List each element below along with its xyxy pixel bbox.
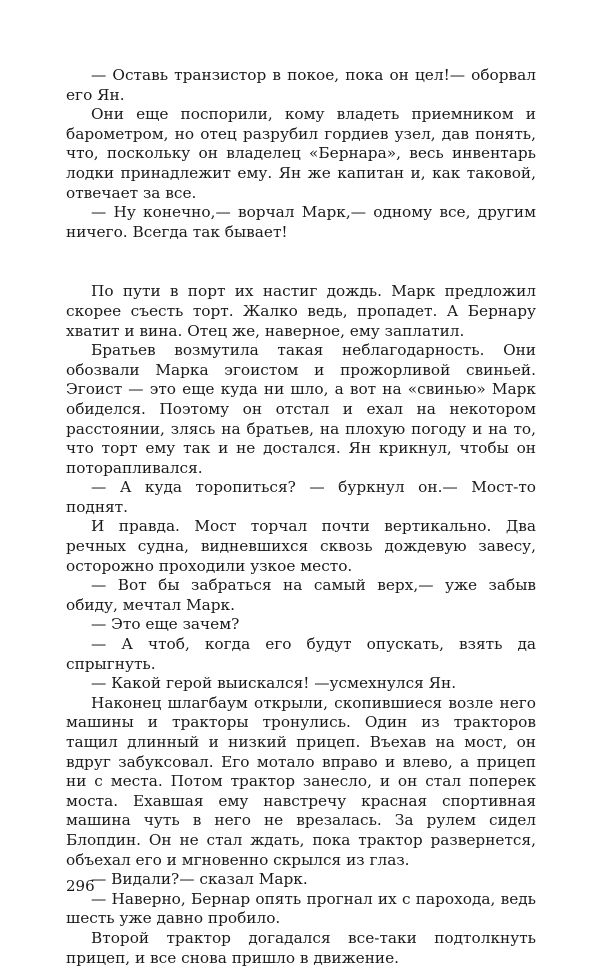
paragraph: — Видали?— сказал Марк.	[91, 870, 308, 889]
paragraph: По пути в порт их настиг дождь. Марк предложил скорее съесть торт. Жалко ведь, пропадет. А Бернару хватит и вина. Отец же, наверное, ему заплатил.	[66, 282, 536, 340]
paragraph: — Вот бы забраться на самый верх,— уже забыв обиду, мечтал Марк.	[66, 576, 536, 614]
paragraph: — Какой герой выискался! —усмехнулся Ян.	[91, 674, 457, 693]
section-break	[66, 242, 536, 282]
paragraph: Второй трактор догадался все-таки подтолкнуть прицеп, и все снова пришло в движение.	[66, 928, 536, 967]
paragraph: И правда. Мост торчал почти вертикально. Два речных судна, видневшихся сквозь дождевую завесу, осторожно проходили узкое место.	[66, 517, 536, 575]
paragraph: Наконец шлагбаум открыли, скопившиеся возле него машины и тракторы тронулись. Один из тракторов тащил длинный и низкий прицеп. Въехав на мост, он вдруг забуксовал. Его мотало вправо и влево, а прицеп ни с места. Потом трактор занесло, и он стал поперек моста. Ехавшая ему навстречу красная спортивная машина чуть в него не врезалась. За рулем сидел Блопдин. Он не стал ждать, пока трактор развернется, объехал его и мгновенно скрылся из глаз.	[66, 693, 536, 869]
paragraph: — А куда торопиться? — буркнул он.— Мост-то поднят.	[66, 478, 536, 516]
paragraph: — Это еще зачем?	[91, 615, 240, 634]
paragraph: — Наверно, Бернар опять прогнал их с парохода, ведь шесть уже давно пробило.	[66, 889, 536, 928]
paragraph: Они еще поспорили, кому владеть приемником и барометром, но отец разрубил гордиев узел, дав понять, что, поскольку он владелец «Бернара», весь инвентарь лодки принадлежит ему. Ян же капитан и, как таковой, отвечает за все.	[66, 105, 536, 202]
paragraph: — А чтоб, когда его будут опускать, взять да спрыгнуть.	[66, 635, 536, 673]
paragraph: — Ну конечно,— ворчал Марк,— одному все, другим ничего. Всегда так бывает!	[66, 203, 536, 241]
page-number: 296	[66, 877, 95, 895]
paragraph: Братьев возмутила такая неблагодарность. Они обозвали Марка эгоистом и прожорливой свиньей. Эгоист — это еще куда ни шло, а вот на «свинью» Марк обиделся. Поэтому он отстал и ехал на некотором расстоянии, злясь на братьев, на плохую погоду и на то, что торт ему так и не достался. Ян крикнул, чтобы он поторапливался.	[66, 341, 536, 477]
text-block	[66, 66, 536, 968]
paragraph: — Оставь транзистор в покое, пока он цел!— оборвал его Ян.	[66, 66, 536, 104]
